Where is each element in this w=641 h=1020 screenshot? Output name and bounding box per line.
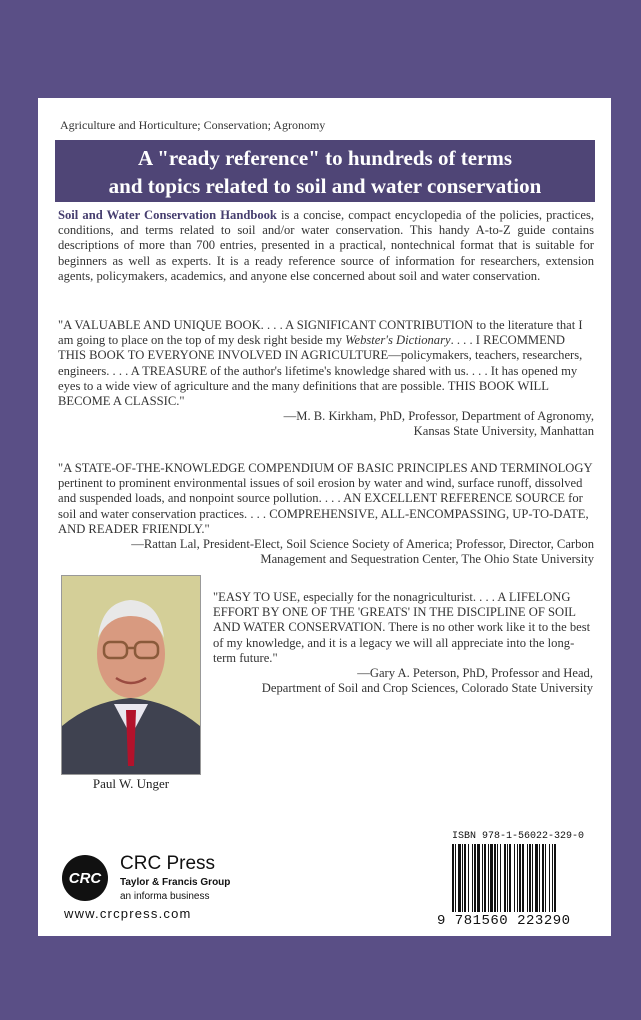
crc-logo-icon: CRC (62, 855, 108, 901)
review-attribution-2: Department of Soil and Crop Sciences, Colorado State University (261, 681, 593, 696)
review-text: "A STATE-OF-THE-KNOWLEDGE COMPENDIUM OF BASIC PRINCIPLES AND TERMINOLOGY pertinent to prominent environmental issues of soil erosion by water and wind, surface runoff, dissolved and suspended loads, and nonpoint source pollution. . . . AN EXCELLENT REFERENCE SOURCE for soil and water conservation practices. . . . COMPREHENSIVE, ALL-ENCOMPASSING, UP-TO-DATE, AND READER FRIENDLY." (58, 461, 593, 536)
review-text: "EASY TO USE, especially for the nonagriculturist. . . . A LIFELONG EFFORT BY ONE OF THE 'GREATS' IN THE DISCIPLINE OF SOIL AND WATER CONSERVATION. There is no other work like it to the best of my knowledge, and it is a legacy we will all appreciate into the long-term future." (213, 590, 591, 665)
publisher-url: www.crcpress.com (64, 906, 192, 921)
review-text-italic: Webster's Dictionary (345, 333, 451, 348)
review-kirkham (58, 318, 594, 440)
publisher-business: an informa business (120, 891, 210, 902)
barcode-number: 9 781560 223290 (437, 913, 571, 929)
review-text (58, 318, 594, 409)
intro-paragraph (58, 208, 594, 284)
barcode-icon (450, 844, 590, 918)
review-attribution-1: —Gary A. Peterson, PhD, Professor and Head, (357, 666, 593, 681)
headline-line-2: and topics related to soil and water conservation (108, 174, 542, 198)
review-attribution-1: —Rattan Lal, President-Elect, Soil Science Society of America; Professor, Director, Carbon (131, 537, 594, 552)
back-cover (38, 98, 611, 936)
author-caption: Paul W. Unger (92, 776, 170, 791)
category-line: Agriculture and Horticulture; Conservation; Agronomy (60, 118, 326, 132)
author-portrait-illustration (62, 576, 200, 774)
headline-banner (55, 140, 595, 202)
review-attribution-1: —M. B. Kirkham, PhD, Professor, Department of Agronomy, (283, 409, 594, 424)
publisher-name: CRC Press (120, 853, 216, 874)
publisher-group: Taylor & Francis Group (120, 877, 231, 888)
intro-text: is a concise, compact encyclopedia of the policies, practices, conditions, and terms related to soil and/or water conservation. This handy A-to-Z guide contains descriptions of more than 700 entries, presented in a practical, nontechnical format that is suitable for beginners as well as experts. It is a ready reference source of information for researchers, extension agents, policymakers, academics, and anyone else concerned about soil and water conservation. (58, 208, 595, 283)
review-attribution-2: Kansas State University, Manhattan (413, 424, 594, 439)
review-text-part2: . . . . I RECOMMEND THIS BOOK TO EVERYONE INVOLVED IN AGRICULTURE—policymakers, teachers, researchers, engineers. . . . A TREASURE of the author's lifetime's knowledge shared with us. . . . It has opened my eyes to a wide view of agriculture and the many definitions that are possible. THIS BOOK WILL BECOME A CLASSIC." (58, 333, 583, 409)
author-photo (61, 575, 201, 775)
headline-line-1: A "ready reference" to hundreds of terms (137, 146, 513, 170)
review-peterson (213, 590, 593, 696)
review-text-part1: "A VALUABLE AND UNIQUE BOOK. . . . A SIGNIFICANT CONTRIBUTION to the literature that I am going to place on the top of my desk right beside my (58, 318, 583, 348)
review-attribution-2: Management and Sequestration Center, The Ohio State University (260, 552, 594, 567)
isbn-label: ISBN 978-1-56022-329-0 (452, 831, 585, 842)
book-title: Soil and Water Conservation Handbook (58, 208, 277, 222)
review-lal (58, 461, 594, 567)
